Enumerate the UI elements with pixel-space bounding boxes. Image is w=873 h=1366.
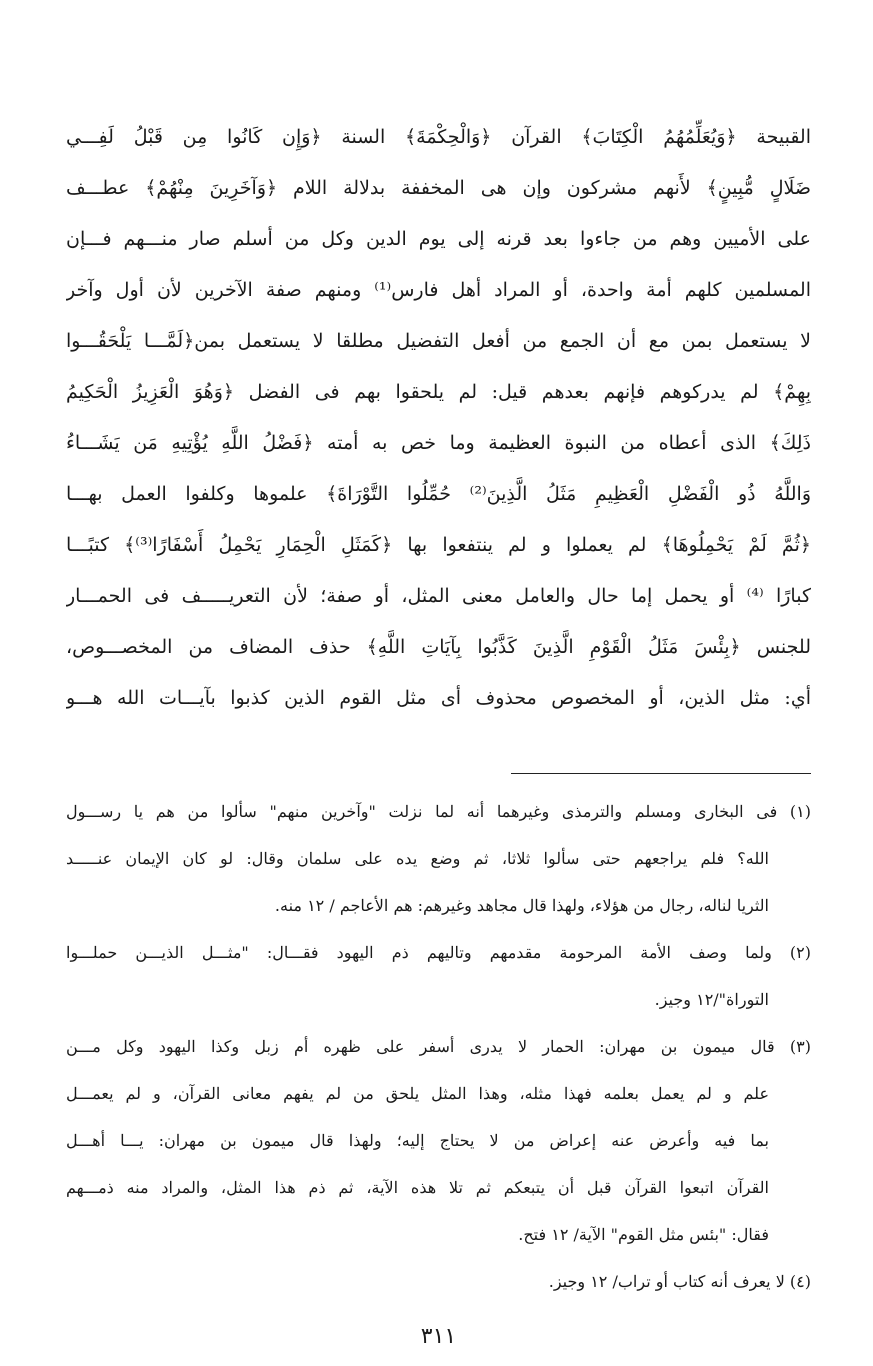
text-line: أي: مثل الذين، أو المخصوص محذوف أى مثل القوم الذين كذبوا بآيـــات الله هـــو bbox=[66, 687, 811, 709]
document-page bbox=[66, 112, 811, 1352]
page-number: ٣١١ bbox=[420, 1324, 457, 1349]
footnote-1-line: الثريا لناله، رجال من هؤلاء، ولهذا قال مجاهد وغيرهم: هم الأعاجم / ١٢ منه. bbox=[274, 896, 769, 915]
footnote-3-line: علم و لم يعمل بعلمه فهذا مثله، وهذا المثل يلحق من لم يفهم معانى القرآن، و لم يعمـــل bbox=[66, 1084, 769, 1103]
text-line: المسلمين كلهم أمة واحدة، أو المراد أهل فارس⁽¹⁾ ومنهم صفة الآخرين لأن أول وآخر bbox=[66, 279, 811, 301]
text-line: ذَلِكَ﴾ الذى أعطاه من النبوة العظيمة وما خص به أمته ﴿فَضْلُ اللَّهِ يُؤْتِيهِ مَن يَشَـــاءُ bbox=[66, 432, 811, 454]
footnote-3-line: (٣) قال ميمون بن مهران: الحمار لا يدرى أسفر على ظهره أم زبل وكذا اليهود وكل مـــن bbox=[66, 1037, 811, 1056]
text-line: كبارًا ⁽⁴⁾ أو يحمل إما حال والعامل معنى المثل، أو صفة؛ لأن التعريـــــف فى الحمـــار bbox=[66, 585, 811, 607]
text-line: وَاللَّهُ ذُو الْفَضْلِ الْعَظِيمِ مَثَلُ الَّذِينَ⁽²⁾ حُمِّلُوا التَّوْرَاةَ﴾ علموها وكلفوا العمل بهـــا bbox=[66, 483, 811, 505]
footnote-3-line: فقال: "بئس مثل القوم" الآية/ ١٢ فتح. bbox=[518, 1225, 769, 1244]
footnote-3-line: القرآن اتبعوا القرآن قبل أن يتبعكم ثم تلا هذه الآية، ثم ذم هذا المثل، والمراد منه ذمـــهم bbox=[66, 1178, 769, 1197]
footnotes bbox=[66, 788, 811, 1305]
footnote-separator bbox=[511, 773, 811, 774]
main-body-text bbox=[66, 112, 811, 724]
text-line: لا يستعمل بمن مع أن الجمع من أفعل التفضيل مطلقا لا يستعمل بمن﴿لَمَّـــا يَلْحَقُـــوا bbox=[66, 330, 811, 352]
footnote-2-line: التوراة"/١٢ وجيز. bbox=[654, 990, 769, 1009]
footnote-4-line: (٤) لا يعرف أنه كتاب أو تراب/ ١٢ وجيز. bbox=[548, 1272, 811, 1291]
footnote-2-line: (٢) ولما وصف الأمة المرحومة مقدمهم وتاليهم ذم اليهود فقـــال: "مثـــل الذيـــن حملـــوا bbox=[66, 943, 811, 962]
text-line: بِهِمْ﴾ لم يدركوهم فإنهم بعدهم قيل: لم يلحقوا بهم فى الفضل ﴿وَهُوَ الْعَزِيزُ الْحَكِيمُ bbox=[66, 381, 811, 403]
text-line: ضَلَالٍ مُّبِينٍ﴾ لأَنهم مشركون وإن هى المخففة بدلالة اللام ﴿وَآخَرِينَ مِنْهُمْ﴾ عطـــف bbox=[66, 177, 811, 199]
footnote-1-line: الله؟ فلم يراجعهم حتى سألوا ثلاثا، ثم وضع يده على سلمان وقال: لو كان الإيمان عنـــــد bbox=[66, 849, 769, 868]
footnote-3-line: بما فيه وأعرض عنه إعراض من لا يحتاج إليه؛ ولهذا قال ميمون بن مهران: يـــا أهـــل bbox=[66, 1131, 769, 1150]
text-line: للجنس ﴿بِئْسَ مَثَلُ الْقَوْمِ الَّذِينَ كَذَّبُوا بِآيَاتِ اللَّهِ﴾ حذف المضاف من المخصـــوص، bbox=[66, 636, 811, 658]
text-line: على الأميين وهم من جاءوا بعد قرنه إلى يوم الدين وكل من أسلم صار منـــهم فـــإن bbox=[66, 228, 811, 250]
footnote-1-line: (١) فى البخارى ومسلم والترمذى وغيرهما أنه لما نزلت "وآخرين منهم" سألوا من هم يا رســـول bbox=[66, 802, 811, 821]
text-line: ﴿ثُمَّ لَمْ يَحْمِلُوهَا﴾ لم يعملوا و لم ينتفعوا بها ﴿كَمَثَلِ الْحِمَارِ يَحْمِلُ أَسْفَارًا⁽³⁾﴾ كتبًـــا bbox=[66, 534, 811, 556]
text-line: القبيحة ﴿وَيُعَلِّمُهُمُ الْكِتَابَ﴾ القرآن ﴿وَالْحِكْمَةَ﴾ السنة ﴿وَإِن كَانُوا مِن قَبْلُ لَفِـــي bbox=[66, 126, 811, 148]
